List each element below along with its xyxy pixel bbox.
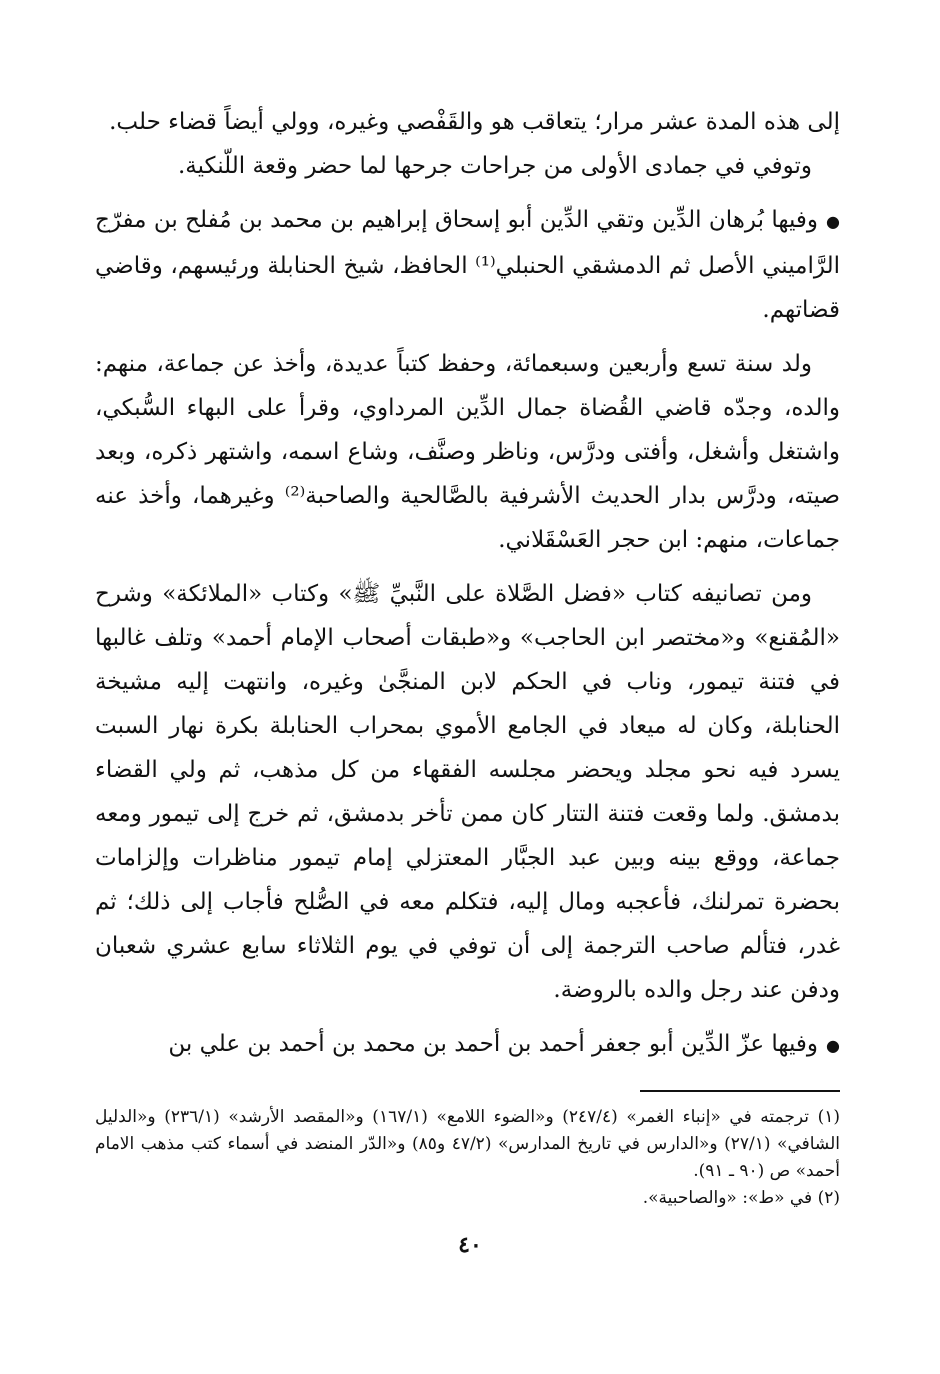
paragraph-6 xyxy=(95,1022,840,1068)
page xyxy=(95,100,840,1212)
footnote-2: (٢) في «ط»: «والصاحبية». xyxy=(642,1188,840,1208)
footnote-1: (١) ترجمته في «إنباء الغمر» (٢٤٧/٤) و«الضوء اللامع» (١٦٧/١) و«المقصد الأرشد» (٢٣٦/١) و«الدليل الشافي» (٢٧/١) و«الدارس في تاريخ المدارس» (٤٧/٢ و٨٥) و«الدّر المنضد في أسماء كتب مذهب الامام أحمد» ص (٩٠ ـ ٩١). xyxy=(95,1107,840,1181)
paragraph-3 xyxy=(95,198,840,332)
paragraph-6-text: وفيها عزّ الدِّين أبو جعفر أحمد بن أحمد بن محمد بن أحمد بن علي بن xyxy=(168,1031,819,1057)
paragraph-5: ومن تصانيفه كتاب «فضل الصَّلاة على النَّبيِّ ﷺ» وكتاب «الملائكة» وشرح «المُقنع» و«مختصر ابن الحاجب» و«طبقات أصحاب الإمام أحمد» وتلف غالبها في فتنة تيمور، وناب في الحكم لابن المنجَّىٰ وغيره، وانتهت إليه مشيخة الحنابلة، وكان له ميعاد في الجامع الأموي بمحراب الحنابلة بكرة نهار السبت يسرد فيه نحو مجلد ويحضر مجلسه الفقهاء من كل مذهب، ثم ولي القضاء بدمشق. ولما وقعت فتنة التتار كان ممن تأخر بدمشق، ثم خرج إلى تيمور ومعه جماعة، ووقع بينه وبين عبد الجبَّار المعتزلي إمام تيمور مناظرات وإلزامات بحضرة تمرلنك، فأعجبه ومال إليه، فتكلم معه في الصُّلح فأجاب إلى ذلك؛ ثم غدر، فتألم صاحب الترجمة إلى أن توفي في يوم الثلاثاء سابع عشري شعبان ودفن عند رجل والده بالروضة. xyxy=(95,581,840,1003)
paragraph-3-text: وفيها بُرهان الدِّين وتقي الدِّين أبو إسحاق إبراهيم بن محمد بن مُفلح بن مفرّج الرَّاميني الأصل ثم الدمشقي الحنبلي⁽¹⁾ الحافظ، شيخ الحنابلة ورئيسهم، وقاضي قضاتهم. xyxy=(95,207,840,323)
footnote-divider xyxy=(640,1090,840,1092)
bullet-icon: ● xyxy=(825,212,840,231)
page-number: ٤٠ xyxy=(458,1232,482,1258)
bullet-icon: ● xyxy=(826,1036,840,1055)
body-text xyxy=(95,100,840,1068)
footnotes xyxy=(95,1104,840,1212)
paragraph-2: وتوفي في جمادى الأولى من جراحات جرحها لما حضر وقعة اللّنكية. xyxy=(177,153,812,179)
paragraph-1: إلى هذه المدة عشر مرار؛ يتعاقب هو والقَفْصي وغيره، وولي أيضاً قضاء حلب. xyxy=(109,109,840,135)
paragraph-4: ولد سنة تسع وأربعين وسبعمائة، وحفظ كتباً عديدة، وأخذ عن جماعة، منهم: والده، وجدّه قاضي القُضاة جمال الدِّين المرداوي، وقرأ على البهاء السُّبكي، واشتغل وأشغل، وأفتى ودرَّس، وناظر وصنَّف، وشاع اسمه، واشتهر ذكره، وبعد صيته، ودرَّس بدار الحديث الأشرفية بالصَّالحية والصاحبة⁽²⁾ وغيرهما، وأخذ عنه جماعات، منهم: ابن حجر العَسْقَلاني. xyxy=(95,351,840,553)
